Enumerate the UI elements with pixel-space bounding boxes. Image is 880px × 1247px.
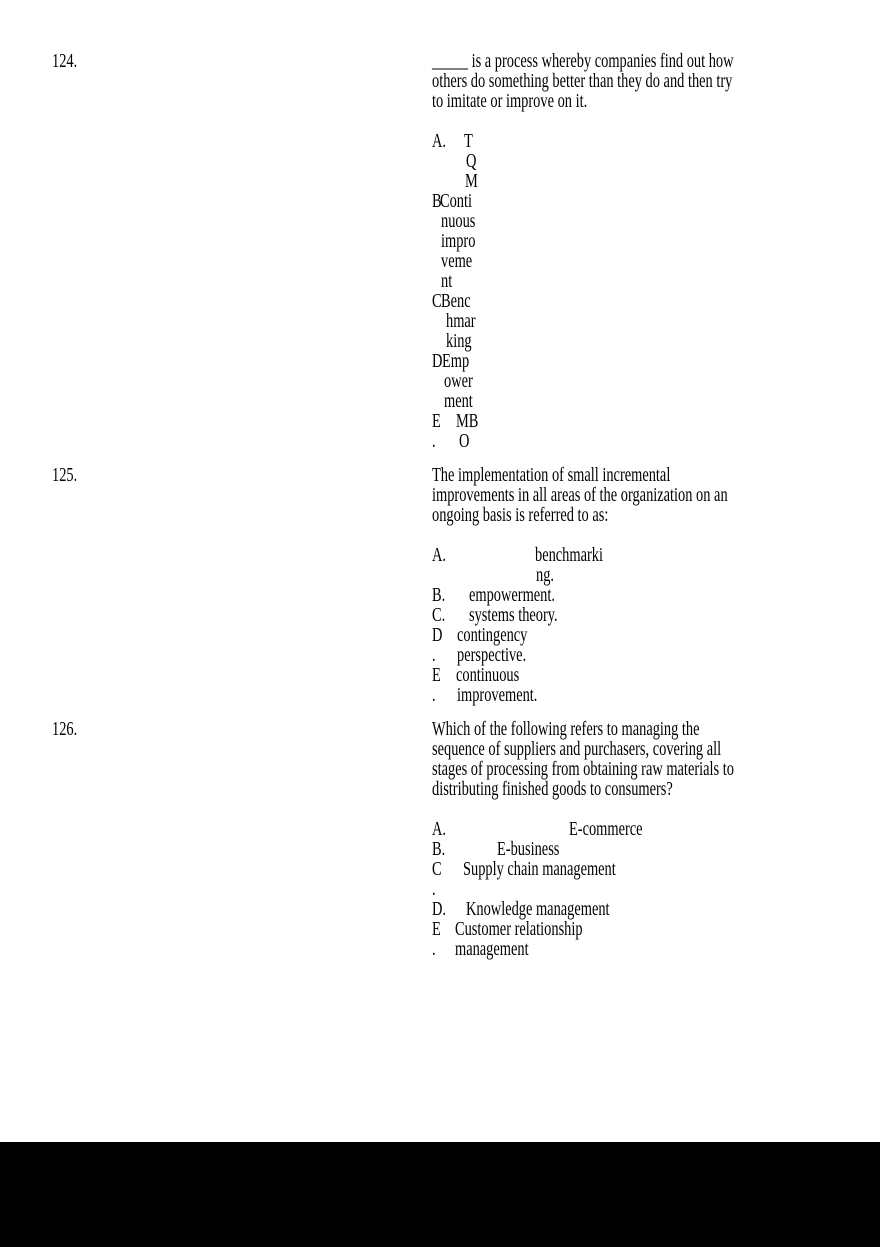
question-text-line [432,91,880,111]
option-label: D [432,624,443,646]
option-a [432,819,880,839]
option-b [432,191,880,291]
options-list [432,545,880,705]
option-label: . [432,430,436,452]
option-text: nuous [441,210,476,232]
option-line [432,565,880,585]
question-number: 124. [52,50,78,72]
option-line [432,605,880,625]
option-text: M [465,170,478,192]
question-text [432,51,880,111]
option-text: hmar [446,310,476,332]
question-text-line [432,51,880,71]
question-block [0,51,880,451]
option-text: impro [441,230,476,252]
option-text: Q [466,150,477,172]
option-label: B. [432,584,446,606]
option-line [432,331,880,351]
question-text-line-text: distributing finished goods to consumers? [432,778,673,800]
question-text-line [432,739,880,759]
option-text: ower [444,370,473,392]
question-text-line-text: sequence of suppliers and purchasers, covering all [432,738,722,760]
question-text-line [432,779,880,799]
option-text: O [459,430,470,452]
question-text-line [432,719,880,739]
option-line [432,879,880,899]
question-text [432,719,880,799]
question-text-line [432,465,880,485]
option-text: management [455,938,529,960]
option-line [432,645,880,665]
option-label: . [432,878,436,900]
option-label: D. [432,898,447,920]
question-text [432,465,880,525]
option-line [432,391,880,411]
option-text: Supply chain management [463,858,616,880]
question-text-line-text: others do something better than they do and then try [432,70,733,92]
option-label: B [432,190,442,212]
option-e [432,411,880,451]
option-label: C [432,858,442,880]
option-d [432,351,880,411]
option-line [432,859,880,879]
option-b [432,585,880,605]
option-label: E [432,410,441,432]
option-line [432,665,880,685]
option-text: empowerment. [469,584,555,606]
question-number: 126. [52,718,78,740]
option-text: E-commerce [569,818,643,840]
option-label: . [432,684,436,706]
option-line [432,251,880,271]
option-label: E [432,918,441,940]
question-text-line-text: ongoing basis is referred to as: [432,504,609,526]
option-text: continuous [456,664,520,686]
option-text: nt [441,270,453,292]
question-text-line-text: improvements in all areas of the organization on an [432,484,728,506]
question-text-line [432,71,880,91]
question-text-line-text: Which of the following refers to managing the [432,718,700,740]
option-a [432,131,880,191]
option-text: improvement. [457,684,538,706]
option-line [432,211,880,231]
question-text-line-text: to imitate or improve on it. [432,90,588,112]
option-label: C. [432,604,446,626]
option-line [432,585,880,605]
option-label: D [432,350,443,372]
question-text-line [432,759,880,779]
option-text: Customer relationship [455,918,583,940]
question-body [432,719,880,959]
option-text: benchmarki [535,544,603,566]
option-text: T [464,130,473,152]
option-text: Knowledge management [466,898,610,920]
option-line [432,171,880,191]
option-text: Benc [441,290,471,312]
question-block [0,465,880,705]
option-label: A. [432,544,447,566]
questions-list [0,51,880,973]
option-text: Conti [440,190,473,212]
option-c [432,291,880,351]
option-line [432,191,880,211]
option-line [432,685,880,705]
question-number: 125. [52,464,78,486]
option-c [432,859,880,899]
option-label: B. [432,838,446,860]
option-text: Emp [442,350,470,372]
option-line [432,271,880,291]
option-line [432,899,880,919]
option-text: E-business [497,838,560,860]
question-body [432,465,880,705]
option-text: ment [444,390,473,412]
options-list [432,131,880,451]
option-line [432,131,880,151]
option-text: ng. [536,564,554,586]
option-e [432,919,880,959]
bottom-black-bar [0,1142,880,1247]
option-line [432,151,880,171]
option-line [432,231,880,251]
option-e [432,665,880,705]
question-body [432,51,880,451]
question-text-line [432,505,880,525]
option-text: MB [456,410,479,432]
option-label: . [432,938,436,960]
option-line [432,291,880,311]
question-block [0,719,880,959]
option-d [432,625,880,665]
question-text-line [432,485,880,505]
option-text: perspective. [457,644,527,666]
option-label: A. [432,818,447,840]
option-line [432,311,880,331]
options-list [432,819,880,959]
option-line [432,839,880,859]
option-line [432,411,880,431]
option-a [432,545,880,585]
option-text: king [446,330,472,352]
option-line [432,939,880,959]
option-line [432,919,880,939]
option-label: . [432,644,436,666]
option-c [432,605,880,625]
option-d [432,899,880,919]
question-text-line-text: The implementation of small incremental [432,464,671,486]
option-text: veme [441,250,473,272]
option-line [432,351,880,371]
option-text: contingency [457,624,528,646]
option-line [432,625,880,645]
option-text: systems theory. [469,604,558,626]
question-text-line-text: _____ is a process whereby companies find out how [432,50,734,72]
question-text-line-text: stages of processing from obtaining raw materials to [432,758,734,780]
option-label: C [432,290,442,312]
option-b [432,839,880,859]
option-label: E [432,664,441,686]
option-label: A. [432,130,447,152]
option-line [432,545,880,565]
option-line [432,371,880,391]
option-line [432,431,880,451]
option-line [432,819,880,839]
